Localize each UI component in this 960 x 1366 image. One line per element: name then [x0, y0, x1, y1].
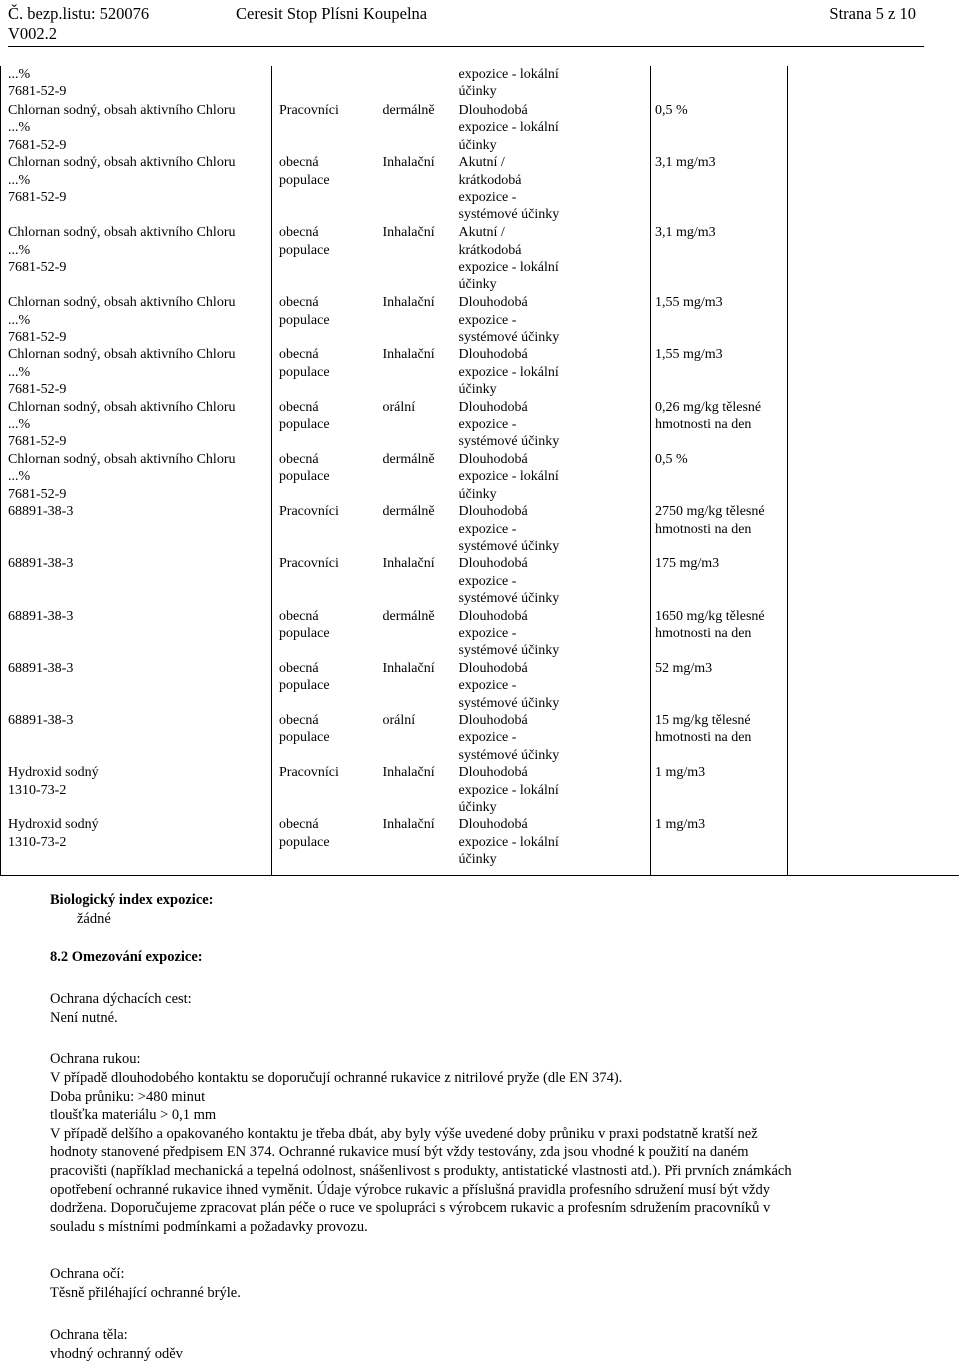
exposure-type-cell: Dlouhodobá expozice - systémové účinky [458, 712, 560, 763]
exposure-type-cell: Dlouhodobá expozice - systémové účinky [458, 399, 560, 450]
group-cell: obecná populace [279, 660, 330, 694]
product-name: Ceresit Stop Plísni Koupelna [236, 4, 428, 23]
respiratory-label: Ochrana dýchacích cest: [50, 991, 192, 1007]
body-label: Ochrana těla: [50, 1327, 128, 1343]
substance-cell: 68891-38-3 [1, 712, 272, 764]
value-cell [651, 66, 788, 102]
empty-cell [788, 608, 959, 660]
table-row [1, 346, 959, 398]
empty-cell [788, 102, 959, 154]
exposure-type-cell: Dlouhodobá expozice - lokální účinky [458, 451, 559, 502]
exposure-type-cell: Dlouhodobá expozice - systémové účinky [458, 504, 560, 554]
value-cell: 2750 mg/kg tělesné hmotnosti na den [651, 503, 788, 555]
body-text: vhodný ochranný oděv [50, 1346, 183, 1362]
empty-cell [788, 764, 959, 816]
exposure-type-cell: Akutní / krátkodobá expozice - lokální účinky [458, 225, 559, 293]
route-cell: Inhalační [382, 556, 435, 572]
value-cell: 1 mg/m3 [651, 764, 788, 816]
table-row [1, 608, 959, 660]
group-cell: obecná populace [279, 608, 330, 641]
value-cell: 52 mg/m3 [651, 660, 788, 712]
exposure-type-cell: Dlouhodobá expozice - systémové účinky [458, 556, 560, 607]
group-cell: obecná populace [279, 712, 330, 746]
value-cell: 175 mg/m3 [651, 555, 788, 607]
table-row [1, 503, 959, 555]
route-cell: Inhalační [382, 347, 435, 363]
value-cell: 15 mg/kg tělesné hmotnosti na den [651, 712, 788, 764]
substance-cell: Chlornan sodný, obsah aktivního Chloru ...% 7681-52-9 [1, 294, 272, 346]
value-cell: 1 mg/m3 [651, 816, 788, 875]
group-cell: obecná populace [279, 399, 330, 433]
substance-cell: 68891-38-3 [1, 503, 272, 555]
table-row [1, 399, 959, 451]
substance-cell: 68891-38-3 [1, 608, 272, 660]
value-cell: 0,5 % [651, 451, 788, 503]
empty-cell [788, 503, 959, 555]
exposure-type-cell: Dlouhodobá expozice - systémové účinky [458, 295, 560, 346]
group-cell: obecná populace [279, 347, 330, 380]
substance-cell: Hydroxid sodný 1310-73-2 [1, 764, 272, 816]
empty-cell [788, 712, 959, 764]
group-cell: obecná populace [272, 816, 376, 875]
respiratory-text: Není nutné. [50, 1010, 118, 1026]
empty-cell [788, 154, 959, 224]
empty-cell [788, 399, 959, 451]
value-cell: 0,26 mg/kg tělesné hmotnosti na den [651, 399, 788, 451]
group-cell [272, 66, 376, 102]
empty-cell [788, 451, 959, 503]
table-row [1, 451, 959, 503]
substance-cell: 68891-38-3 [1, 660, 272, 712]
substance-cell: Chlornan sodný, obsah aktivního Chloru ...% 7681-52-9 [1, 102, 272, 154]
empty-cell [788, 816, 959, 875]
substance-cell: Chlornan sodný, obsah aktivního Chloru ...% 7681-52-9 [1, 346, 272, 398]
group-cell: Pracovníci [279, 103, 339, 118]
group-cell: obecná populace [279, 155, 330, 188]
substance-cell: Chlornan sodný, obsah aktivního Chloru ...% 7681-52-9 [1, 399, 272, 451]
exposure-type-cell: Dlouhodobá expozice - lokální účinky [458, 765, 559, 815]
route-cell: Inhalační [382, 295, 435, 311]
hands-label: Ochrana rukou: [50, 1051, 141, 1067]
group-cell: obecná populace [279, 225, 330, 258]
table-row [1, 660, 959, 712]
empty-cell [788, 224, 959, 294]
group-cell: Pracovníci [279, 765, 339, 781]
value-cell: 3,1 mg/m3 [651, 224, 788, 294]
version: V002.2 [8, 24, 58, 43]
exposure-type-cell: Dlouhodobá expozice - lokální účinky [455, 816, 651, 875]
substance-cell: Hydroxid sodný 1310-73-2 [1, 816, 272, 875]
group-cell: Pracovníci [279, 556, 339, 572]
substance-cell: 68891-38-3 [1, 555, 272, 607]
group-cell: obecná populace [279, 295, 330, 328]
route-cell: dermálně [382, 608, 435, 624]
value-cell: 1650 mg/kg tělesné hmotnosti na den [651, 608, 788, 660]
exposure-type-cell: expozice - lokální účinky [458, 67, 559, 100]
route-cell: Inhalační [382, 660, 435, 676]
route-cell: Inhalační [382, 765, 435, 781]
value-cell: 0,5 % [651, 102, 788, 154]
table-row [1, 764, 959, 816]
group-cell: Pracovníci [279, 504, 339, 520]
page-header [8, 4, 952, 44]
eyes-label: Ochrana očí: [50, 1266, 125, 1282]
exposure-limits-table [0, 66, 959, 876]
exposure-type-cell: Dlouhodobá expozice - lokální účinky [458, 347, 559, 398]
exposure-type-cell: Dlouhodobá expozice - systémové účinky [458, 660, 560, 711]
empty-cell [788, 660, 959, 712]
section-8-2-title: 8.2 Omezování expozice: [50, 949, 203, 965]
table-row [1, 224, 959, 294]
substance-cell: ...% 7681-52-9 [1, 66, 272, 102]
table-row [1, 712, 959, 764]
substance-cell: Chlornan sodný, obsah aktivního Chloru ...% 7681-52-9 [1, 154, 272, 224]
bio-index-value: žádné [77, 911, 111, 927]
value-cell: 1,55 mg/m3 [651, 346, 788, 398]
route-cell: Inhalační [382, 155, 435, 171]
exposure-type-cell: Akutní / krátkodobá expozice - systémové účinky [458, 155, 560, 223]
table-row [1, 816, 959, 875]
substance-cell: Chlornan sodný, obsah aktivního Chloru ...% 7681-52-9 [1, 224, 272, 294]
eyes-text: Těsně přiléhající ochranné brýle. [50, 1285, 241, 1301]
table-row [1, 154, 959, 224]
substance-cell: Chlornan sodný, obsah aktivního Chloru ...% 7681-52-9 [1, 451, 272, 503]
route-cell: dermálně [382, 504, 435, 520]
empty-cell [788, 555, 959, 607]
table-row [1, 555, 959, 607]
table-row [1, 294, 959, 346]
value-cell: 3,1 mg/m3 [651, 154, 788, 224]
value-cell: 1,55 mg/m3 [651, 294, 788, 346]
bio-index-title: Biologický index expozice: [50, 892, 214, 908]
route-cell: dermálně [382, 103, 435, 118]
group-cell: obecná populace [279, 451, 330, 485]
header-rule [8, 46, 924, 47]
route-cell: Inhalační [376, 816, 455, 875]
route-cell: dermálně [382, 451, 435, 467]
table-row [1, 102, 959, 154]
route-cell: orální [382, 712, 416, 728]
sheet-number: Č. bezp.listu: 520076 [8, 4, 150, 23]
exposure-type-cell: Dlouhodobá expozice - lokální účinky [458, 103, 559, 153]
empty-cell [788, 66, 959, 102]
empty-cell [788, 346, 959, 398]
route-cell [376, 66, 455, 102]
page-number: Strana 5 z 10 [829, 4, 916, 23]
exposure-type-cell: Dlouhodobá expozice - systémové účinky [458, 608, 560, 659]
table-row [1, 66, 959, 102]
empty-cell [788, 294, 959, 346]
route-cell: Inhalační [382, 225, 435, 241]
route-cell: orální [382, 399, 416, 415]
hands-text: V případě dlouhodobého kontaktu se doporučují ochranné rukavice z nitrilové pryže (dle EN 374). Doba průniku: >480 minut tloušťka materiálu > 0,1 mm V případě delšího a opakovaného kontaktu je třeba dbát, aby byly výše uvedené doby průniku v praxi podstatně kratší než hodnoty stanovené předpisem EN 374. Ochranné rukavice musí být vždy testovány, zda jsou vhodné k použití na daném pracovišti (například mechanická a tepelná odolnost, snášenlivost s produkty, antistatické vlastnosti atd.). Při prvních známkách opotřebení ochranné rukavice ihned vyměnit. Údaje výrobce rukavic a příslušná pravidla profesního sdružení musí být vždy dodržena. Doporučujeme zpracovat plán péče o ruce ve spolupráci s výrobcem rukavic a profesním sdružením pracovníků v souladu s místními podmínkami a požadavky provozu. [50, 1070, 792, 1235]
